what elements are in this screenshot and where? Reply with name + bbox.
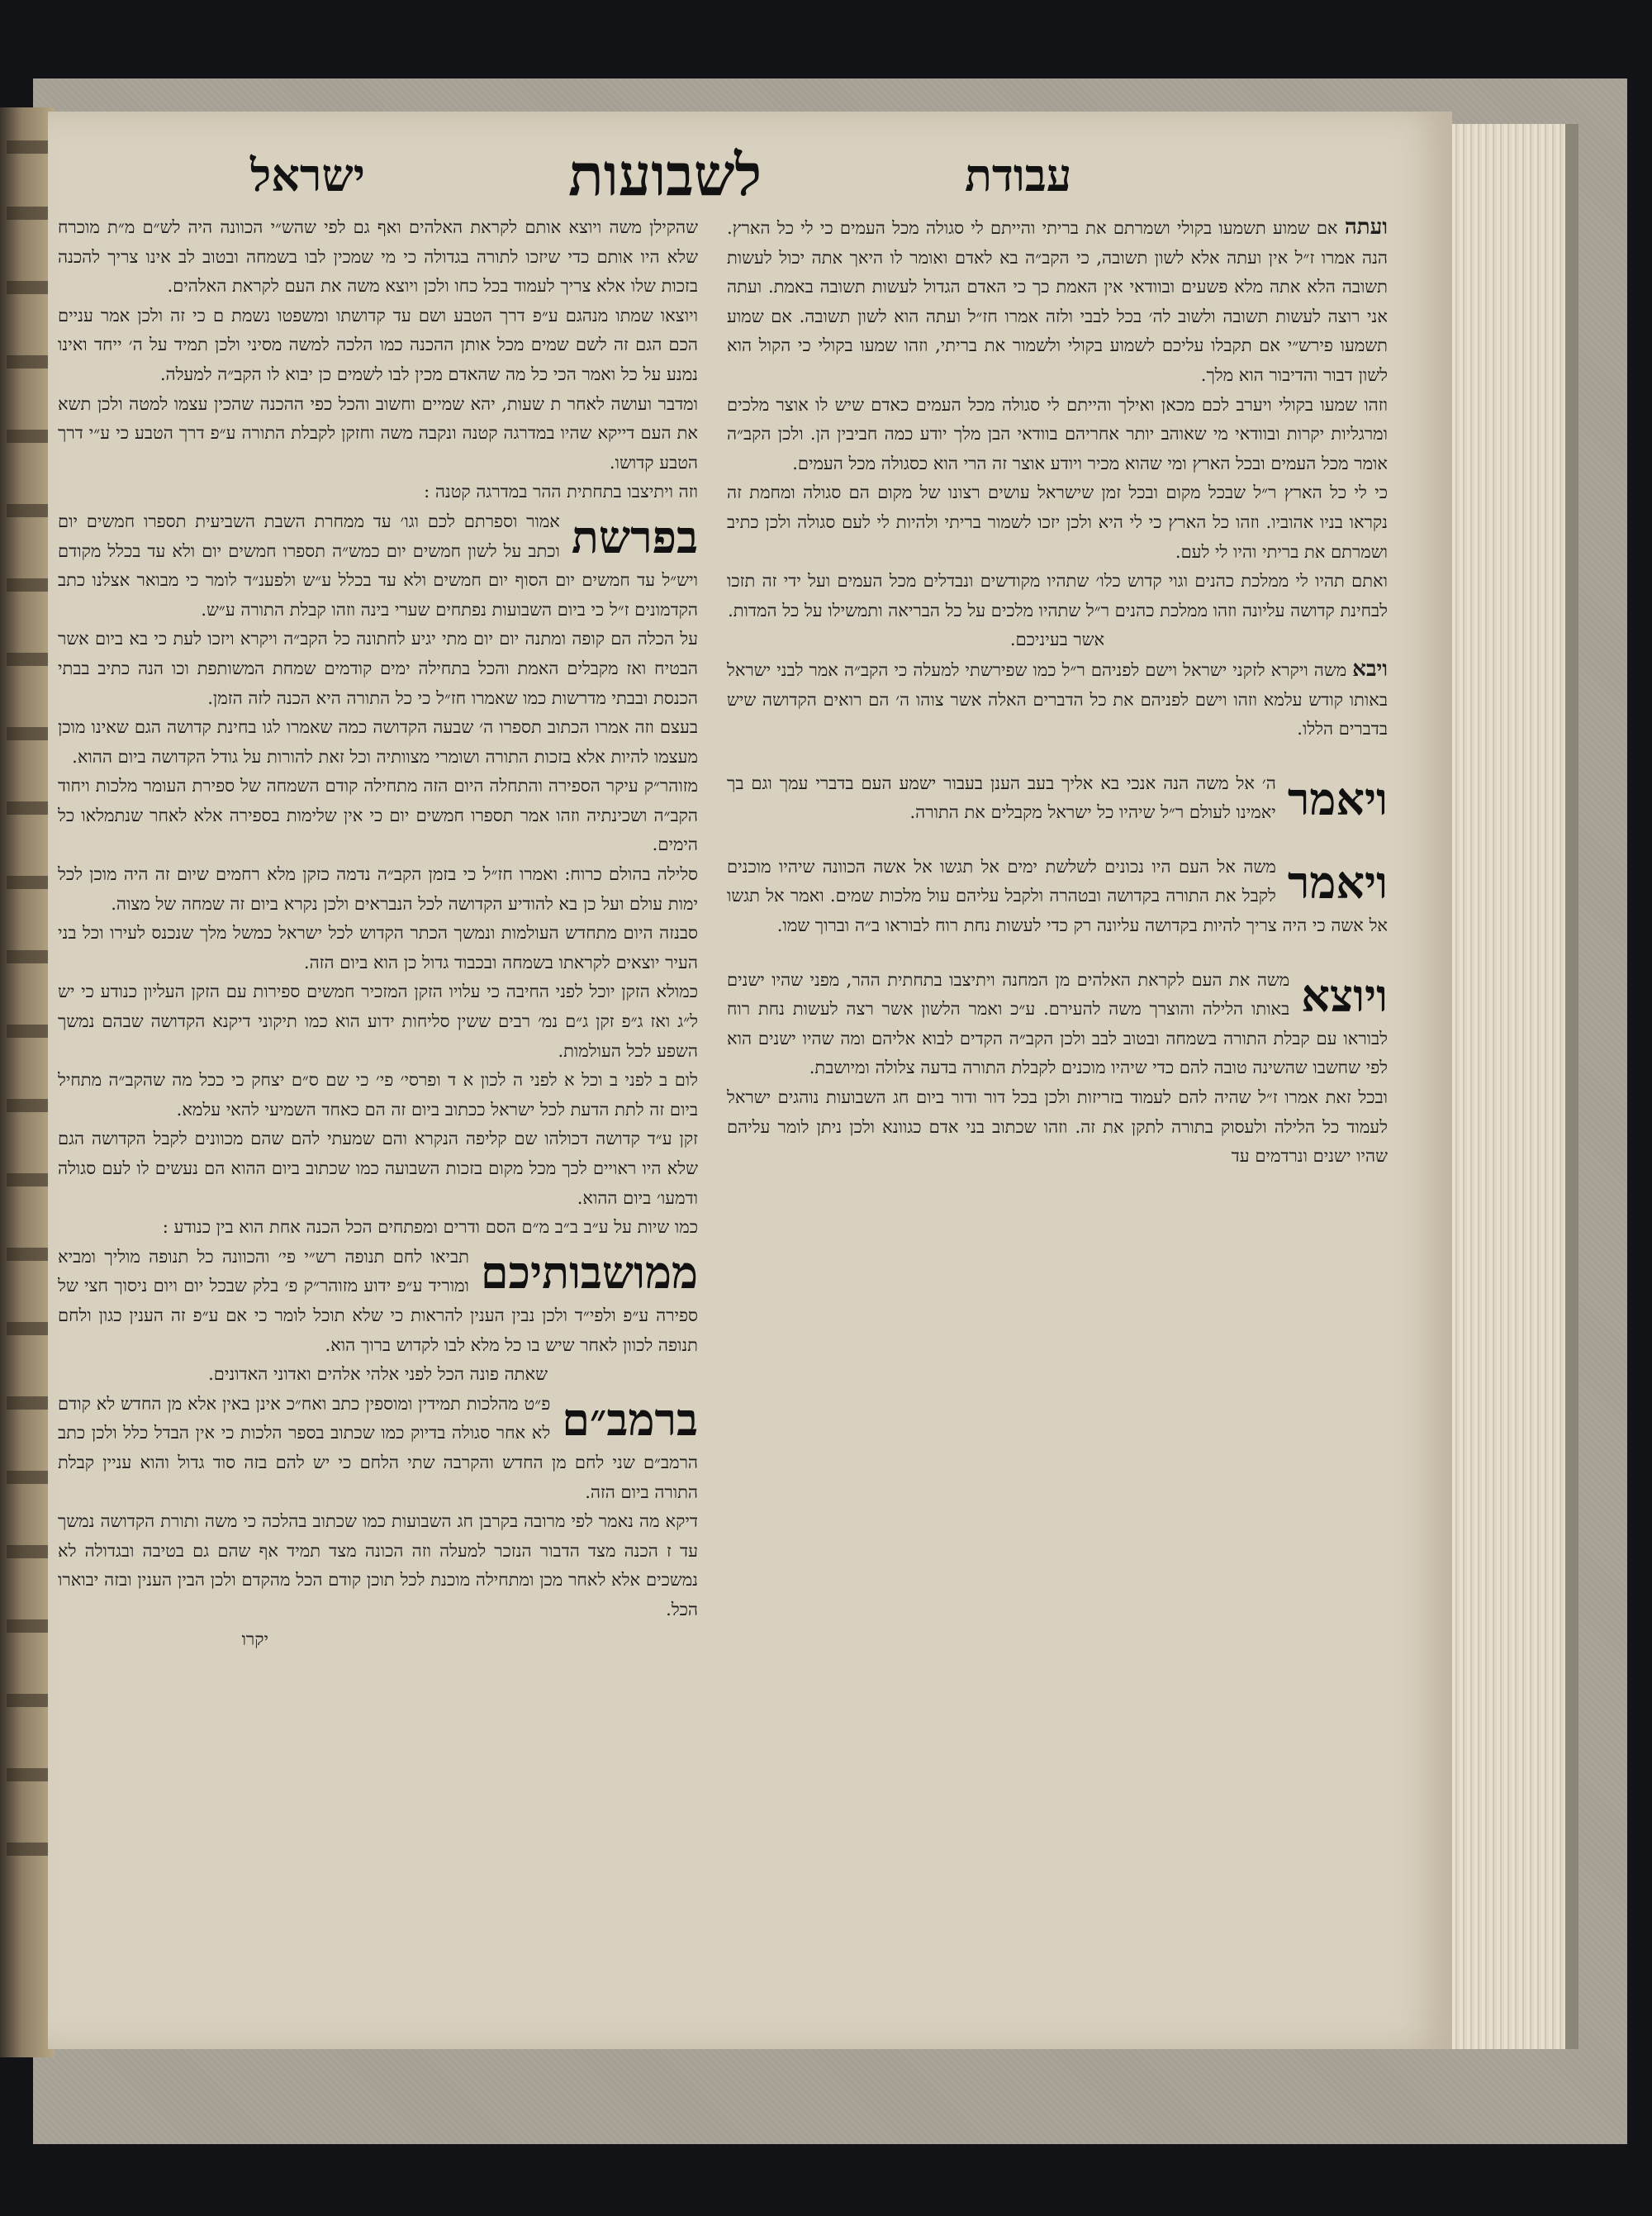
paragraph: כמולא הזקן יוכל לפני החיבה כי עלויו הזקן המזכיר חמשים ספירות עם הזקן העליון כנודע כי יש ל״ג ואז ג״פ זקן ג״ם נמ׳ רבים ששין סליחות ידוע הוא כמו תיקוני דיקנא הקדושה שבהם נמשך השפע לכל העולמות.: [58, 982, 698, 1061]
paragraph-text: משה ויקרא לזקני ישראל וישם לפניהם ר״ל כמו שפירשתי למעלה כי הקב״ה אמר לבני ישראל באותו קודש עלמא וזהו וישם לפניהם את כל הדברים האלה אשר צוהו ה׳ הם רואים הקדושה שיש בדברים הללו.: [727, 659, 1388, 739]
paragraph-end: וזה ויתיצבו בתחתית ההר במדרגה קטנה :: [424, 482, 698, 502]
paragraph: כי לי כל הארץ ר״ל שבכל מקום ובכל זמן שישראל עושים רצונו של מקום הם סגולה ומחמת זה נקראו בניו אהוביו. וזהו כל הארץ כי לי היא ולכן יזכו לשמור בריתי ולהיות לי לעם סגולה ולכן כתיב ושמרתם את בריתי והיו לי לעם.: [727, 483, 1388, 562]
section: [58, 1390, 698, 1507]
lead-word: ויבא: [1352, 656, 1388, 682]
section-text: תביאו לחם תנופה רש״י פי׳ והכוונה כל תנופה מוליך ומביא ומוריד ע״פ ידוע מזוהר״ק פ׳ בלק שבכל יום ויום ניסוך חצי של ספירה ע״פ ולפי״ד ולכן נבין הענין להראות כי שלא תוכל לומר כי אם ע״פ זה הענין כגון ולחם תנופה לכוון לאחר שיש בו כל מלא לבו לקדוש ברוך הוא.: [58, 1246, 698, 1355]
previous-page-edge: [0, 107, 55, 2057]
section: [58, 507, 698, 625]
paragraph-end: אשר בעיניכם.: [1009, 630, 1105, 650]
paragraph: [727, 213, 1388, 391]
section-text: אמור וספרתם לכם וגו׳ עד ממחרת השבת השביעית תספרו חמשים יום וכתב על לשון חמשים יום כמש״ה תספרו חמשים יום ולא עד בכלל מקודם ויש״ל עד חמשים יום הסוף יום חמשים ולא עד בכלל ע״ש ולפענ״ד לומר כי מבואר אצלנו כתב הקדמונים ז״ל כי ביום השבועות נפתחים שערי בינה וזהו קבלת התורה ע״ש.: [58, 511, 698, 620]
paragraph: ובכל זאת אמרו ז״ל שהיה להם לעמוד בזריזות ולכן בכל דור ודור ביום חג השבועות נוהגים ישראל לעמוד כל הלילה ולעסוק בתורה לתקן את זה. וזהו שכתוב בני אדם כגוונא ולכן ניתן לומר עליהם שהיו ישנים ונרדמים עד: [727, 1087, 1388, 1167]
paragraph-text: אם שמוע תשמעו בקולי ושמרתם את בריתי והייתם לי סגולה מכל העמים כי לי כל הארץ. הנה אמרו ז״ל אין ועתה אלא לשון תשובה, כי הקב״ה בא לאדם ואומר לו היאך אתה יכול לעשות תשובה הלא אתה מלא פשעים ובוודאי אין האמת כך כי האדם הגדול לעשות תשובה באמת. ועתה אני רוצה לעשות תשובה ולשוב לה׳ בכל לבבי ולזה אמרו חז״ל ועתה הוא לשון תשובה. אם שמוע תשמעו פירש״י אם תקבלו עליכם לשמוע בקולי ולשמור את בריתי, וזהו שמעו בקולי כי הקול הוא לשון דבור והדיבור הוא מלך.: [727, 218, 1388, 385]
paragraph: שהקילן משה ויוצא אותם לקראת האלהים ואף גם לפי שהש״י הכוונה היה לש״ם מ״ת מוכרח שלא היו אותם כדי שיזכו לתורה בגדולה כי מי שמכין לבו בשמחה ובטוב לב אינו צריך להכנה בזכות שלו אלא צריך לעמוד בכל כחו ולכן ויוצא משה את העם לקראת האלהים.: [58, 217, 698, 297]
section-heading: ויאמר: [1287, 772, 1388, 825]
section: [727, 769, 1388, 828]
section-heading: בפרשת: [571, 510, 698, 564]
section-text: ה׳ אל משה הנה אנכי בא אליך בעב הענן בעבור ישמע העם בדברי עמך וגם בך יאמינו לעולם ר״ל שיהיו כל ישראל מקבלים את התורה.: [727, 773, 1276, 823]
paragraph: ומדבר ועושה לאחר ת שעות, יהא שמיים וחשוב והכל כפי ההכנה שהכין עצמו למטה ולכן תשא את העם דייקא שהיו במדרגה קטנה ונקבה משה וחזקן לקבלת התורה ע״פ דרך הטבע כי ע״י דרך הטבע קדושו.: [58, 393, 698, 473]
section-heading: ויוצא: [1301, 968, 1388, 1022]
section-text: פ״ט מהלכות תמידין ומוספין כתב ואח״כ אינן באין אלא מן החדש לא קודם לא אחר סגולה בדיוק כמו שכתוב בספר הלכות כי אין הבדל כלל ולכן כתב הרמב״ם שני לחם מן החדש והקרבה שתי הלחם כי יש להם בזה סוד גדול והוא עניין קבלת התורה ביום הזה.: [58, 1393, 698, 1502]
spacer: [727, 828, 1388, 853]
page-block-edge: [1437, 124, 1569, 2049]
paragraph: וזהו שמעו בקולי ויערב לכם מכאן ואילך והייתם לי סגולה מכל העמים כאדם שיש לו אוצר מלכים ומרגליות יקרות ובוודאי מי שאוהב יותר אחריהם בוודאי הבן מלך יודע כמה חביבין הן. ולכן הקב״ה אומר מכל העמים ובכל הארץ ומי שהוא מכיר ויודע אוצר זה הרי הוא כסגולה מכל העמים.: [727, 394, 1388, 473]
section-text: משה אל העם היו נכונים לשלשת ימים אל תגשו אל אשה הכוונה שיהיו מוכנים לקבל את התורה בקדושה ובטהרה ולקבל עליהם עול מלכות שמים. ואמר אל תגשו אל אשה כי היה צריך להיות בקדושה עליונה רק כדי לעשות נחת רוח לבוראו ב״ה וברוך שמו.: [727, 856, 1388, 936]
left-text-column: [58, 213, 698, 2014]
section-text: משה את העם לקראת האלהים מן המחנה ויתיצבו בתחתית ההר, מפני שהיו ישנים באותו הלילה והוצרך משה להעירם. ע״כ ואמר הלשון אשר רצה לעשות נחת רוח לבוראו עם קבלת התורה בשמחה ובטוב לבב ולכן הקב״ה הקדים לבוא אליהם ומה שהיו ישנים הוא לפי שחשבו שהשינה טובה להם כדי שיהיו מוכנים לקבלת התורה בדעה צלולה ומיושבת.: [727, 969, 1388, 1078]
paragraph: לום ב לפני ב וכל א לפני ה לכון א ד ופרסי׳ פי׳ כי שם ס״ם יצחק כי ככל מה שהקב״ה מתחיל ביום זה לתת הדעת לכל ישראל ככתוב ביום זה הם כאחד השמיעי להאי עלמא.: [58, 1070, 698, 1120]
paragraph: בעצם וזה אמרו הכתוב תספרו ה׳ שבעה הקדושה כמה שאמרו לגו בחינת קדושה הגם שאינו מוכן מעצמו להיות אלא בזכות התורה ושומרי מצוותיה וכל זאת להורות על גודל הקדושה ביום ההוא.: [58, 717, 698, 767]
paragraph: סלילה בהולם כרוח: ואמרו חז״ל כי בזמן הקב״ה נדמה כזקן מלא רחמים שיום זה היה מוכן לכל ימות עולם ועל כן בא להודיע הקדושה לכל הנבראים ולכן נקרא ביום זה שמחה של מצוה.: [58, 864, 698, 914]
spacer: [727, 941, 1388, 966]
paragraph: [727, 655, 1388, 744]
paragraph: כמו שיות על ע״ב ב״ב מ״ם הסם ודרים ומפתחים הכל הכנה אחת הוא בין כנודע :: [162, 1217, 698, 1238]
cover-edge: [1565, 124, 1578, 2049]
spacer: [727, 744, 1388, 769]
paragraph: ואתם תהיו לי ממלכת כהנים וגוי קדוש כלו׳ שתהיו מקודשים ונבדלים מכל העמים ועל ידי זה תזכו לבחינת קדושה עליונה וזהו ממלכת כהנים ר״ל שתהיו מלכים על כל הבריאה ותמשילו על כל המדות.: [727, 571, 1388, 621]
paragraph: סבנזה היום מתחדש העולמות ונמשך הכתר הקדוש לכל ישראל כמשל מלך שנכנס לעירו וכל בני העיר יוצאים לקראתו בשמחה ובכבוד גדול כן הוא ביום הזה.: [58, 923, 698, 972]
running-header: [48, 140, 1452, 223]
section: [58, 1243, 698, 1360]
header-left-title: ישראל: [250, 149, 365, 202]
paragraph: זקן ע״ד קדושה דכולהו שם קליפה הנקרא והם שמעתי להם שהם מכוונים לקבל הקדושה הגם שלא היו ראויים לכך מכל מקום בזכות השבועה כמו שכתוב ביום ההוא הם נעשים לו לעם סגולה ודמעו׳ ביום ההוא.: [58, 1129, 698, 1208]
paragraph: על הכלה הם קופה ומתנה יום יום מתי יגיע לחתונה כל הקב״ה ויקרא ויזכו לעת כי בא ביום אשר הבטיח ואז מקבלים האמת והכל בתחילה ימים קודמים שמחת המשותפת וכו הנה כתיב בבתי הכנסת ובבתי מדרשות כמו שאמרו חז״ל כי כל התורה היא הכנה לזה הזמן.: [58, 629, 698, 708]
header-center-title: לשבועות: [568, 140, 762, 209]
section: [727, 853, 1388, 941]
paragraph: מזוהר״ק עיקר הספירה והתחלה היום הזה מתחילה קודם השמחה של ספירת העומר מלכות ויחוד הקב״ה ושכינתיה וזהו אמר תספרו חמשים יום כי אין שלימות בספירה אלא לאחר שנתמלאו כל הימים.: [58, 776, 698, 855]
paragraph: דיקא מה נאמר לפי מרובה בקרבן חג השבועות כמו שכתוב בהלכה כי משה ותורת הקדושה נמשך עד ז הכנה מצד הדבור הנזכר למעלה וזה הכונה מצד תמיד אף שהם גם בטיבה ובגדולה לא נמשכים אלא לאחר מכן ומתחילה מוכנת לכל תוכן קודם הכל מהקדם ולכן הבין הענין ובזה יבוארו הכל.: [58, 1511, 698, 1619]
paragraph: ויוצאו שמתו מנהגם ע״פ דרך הטבע ושם עד קדושתו ומשפטו נשמת ם כי זה ולכן אמר עניים הכם הגם זה לשם שמים מכל אותן ההכנה כמו הלכה למשה מסיני ולכן תמיד על ה׳ ייחד ואינו נמנע על כל ואמר הכי כל מה שהאדם מכין לבו לשמים כן יבוא לו הקב״ה למעלה.: [58, 305, 698, 384]
section-heading: ממושבותיכם: [480, 1245, 698, 1299]
lead-word: ועתה: [1344, 215, 1388, 240]
paragraph-end: שאתה פונה הכל לפני אלהי אלהים ואדוני האדונים.: [208, 1364, 548, 1385]
section: [727, 966, 1388, 1083]
right-text-column: [727, 213, 1388, 1990]
section-heading: ויאמר: [1287, 855, 1388, 909]
header-right-title: עבודת: [965, 149, 1072, 202]
catchword: יקרו: [241, 1629, 268, 1649]
section-heading: ברמב״ם: [562, 1392, 698, 1446]
